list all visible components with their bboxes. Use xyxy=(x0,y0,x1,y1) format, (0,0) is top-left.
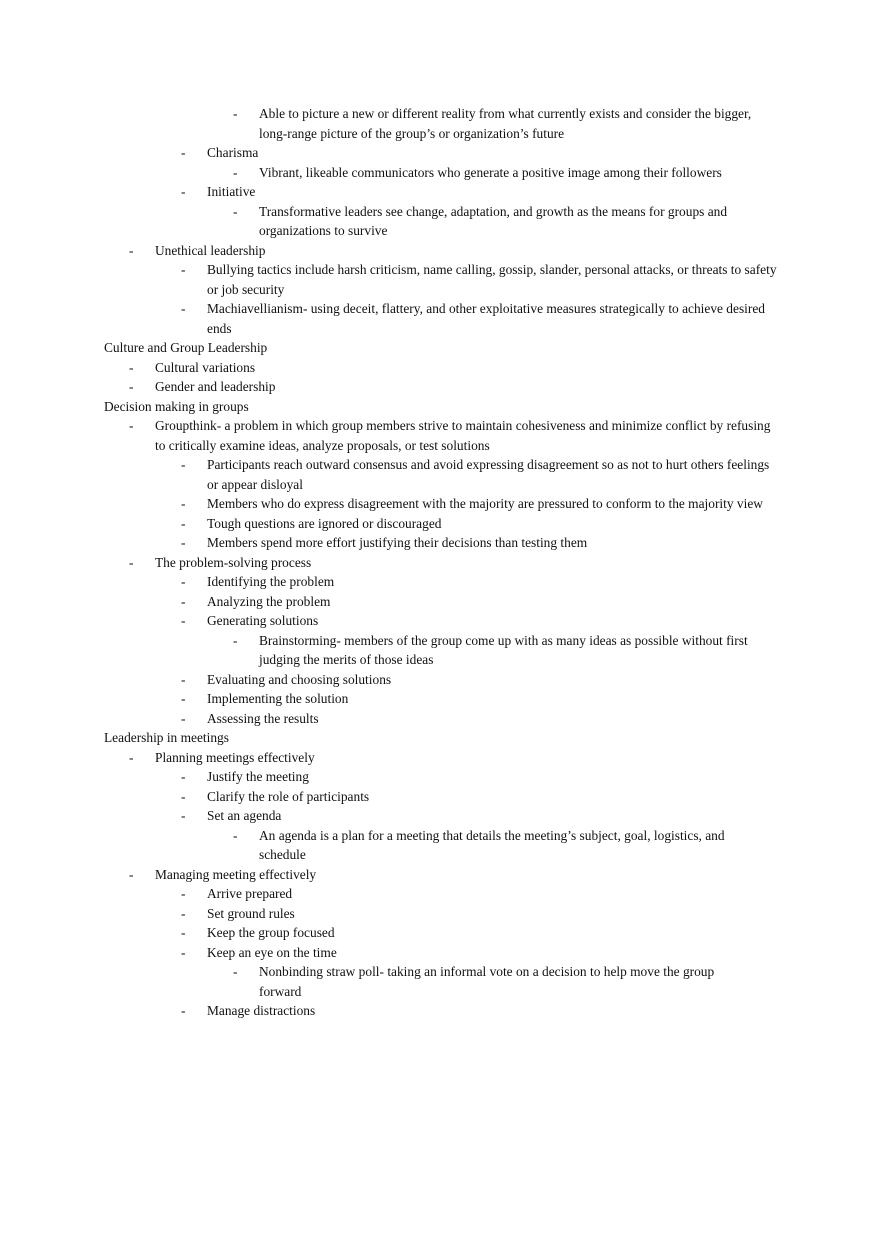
bullet-text: Brainstorming- members of the group come up with as many ideas as possible without first judging the merits of those ideas xyxy=(259,632,748,667)
bullet-text: Gender and leadership xyxy=(155,379,276,394)
bullet-item-level-2 xyxy=(0,709,777,729)
dash-bullet-icon: - xyxy=(181,457,186,472)
bullet-item-level-1 xyxy=(0,358,775,378)
bullet-text: Assessing the results xyxy=(207,710,319,726)
bullet-text: Generating solutions xyxy=(207,613,319,628)
dash-bullet-icon: - xyxy=(181,808,186,823)
section-heading xyxy=(0,397,880,417)
bullet-text: Nonbinding straw poll- taking an informal vote on a decision to help move the group forward xyxy=(259,964,715,999)
section-heading-text: Culture and Group Leadership xyxy=(104,340,268,355)
bullet-item-level-2 xyxy=(0,455,777,494)
bullet-item-level-2 xyxy=(0,884,777,904)
bullet-item-level-2 xyxy=(0,806,777,826)
bullet-item-level-2 xyxy=(0,787,777,807)
bullet-text: Groupthink- a problem in which group members strive to maintain cohesiveness and minimize conflict by refusing to critically examine ideas, analyze proposals, or test solutions xyxy=(155,418,771,453)
bullet-item-level-2 xyxy=(0,904,777,924)
bullet-item-level-3 xyxy=(0,104,759,143)
bullet-item-level-3 xyxy=(0,631,759,670)
bullet-item-level-2 xyxy=(0,592,777,612)
bullet-text: Evaluating and choosing solutions xyxy=(207,671,392,687)
bullet-item-level-1 xyxy=(0,377,775,397)
bullet-item-level-3 xyxy=(0,202,759,241)
dash-bullet-icon: - xyxy=(181,788,186,804)
dash-bullet-icon: - xyxy=(181,496,186,511)
dash-bullet-icon: - xyxy=(233,106,238,121)
bullet-item-level-2 xyxy=(0,299,777,338)
section-heading xyxy=(0,338,880,358)
bullet-item-level-2 xyxy=(0,143,777,163)
dash-bullet-icon: - xyxy=(129,242,134,258)
bullet-item-level-2 xyxy=(0,260,777,299)
bullet-text: Justify the meeting xyxy=(207,769,309,784)
section-heading xyxy=(0,728,880,748)
section-heading-text: Leadership in meetings xyxy=(104,730,229,745)
dash-bullet-icon: - xyxy=(181,301,186,316)
dash-bullet-icon: - xyxy=(233,827,238,843)
bullet-item-level-1 xyxy=(0,553,775,573)
bullet-text: The problem-solving process xyxy=(155,554,312,570)
dash-bullet-icon: - xyxy=(181,145,186,160)
bullet-text: Unethical leadership xyxy=(155,242,266,258)
dash-bullet-icon: - xyxy=(129,554,134,570)
dash-bullet-icon: - xyxy=(129,866,134,882)
dash-bullet-icon: - xyxy=(233,632,238,648)
document-body xyxy=(0,104,880,1021)
dash-bullet-icon: - xyxy=(181,593,186,609)
bullet-text: Machiavellianism- using deceit, flattery, and other exploitative measures strategically to achieve desired ends xyxy=(207,301,765,336)
bullet-text: Implementing the solution xyxy=(207,691,349,706)
dash-bullet-icon: - xyxy=(233,964,238,979)
dash-bullet-icon: - xyxy=(233,164,238,180)
dash-bullet-icon: - xyxy=(129,379,134,394)
dash-bullet-icon: - xyxy=(181,671,186,687)
bullet-text: Keep an eye on the time xyxy=(207,944,337,960)
bullet-item-level-3 xyxy=(0,962,759,1001)
bullet-item-level-2 xyxy=(0,689,777,709)
bullet-text: Participants reach outward consensus and avoid expressing disagreement so as not to hurt others feelings or appear disloyal xyxy=(207,457,770,492)
bullet-text: Analyzing the problem xyxy=(207,593,331,609)
bullet-item-level-2 xyxy=(0,572,777,592)
dash-bullet-icon: - xyxy=(181,515,186,531)
bullet-text: Manage distractions xyxy=(207,1003,316,1018)
dash-bullet-icon: - xyxy=(181,1003,186,1018)
bullet-text: Set ground rules xyxy=(207,905,295,921)
bullet-text: Planning meetings effectively xyxy=(155,749,315,765)
bullet-item-level-1 xyxy=(0,416,775,455)
bullet-item-level-2 xyxy=(0,182,777,202)
bullet-text: Members who do express disagreement with the majority are pressured to conform to the majority view xyxy=(207,496,763,511)
dash-bullet-icon: - xyxy=(181,262,186,277)
bullet-item-level-1 xyxy=(0,865,775,885)
bullet-text: Clarify the role of participants xyxy=(207,788,370,804)
dash-bullet-icon: - xyxy=(181,886,186,901)
dash-bullet-icon: - xyxy=(129,418,134,433)
dash-bullet-icon: - xyxy=(181,184,186,199)
bullet-text: Tough questions are ignored or discouraged xyxy=(207,515,442,531)
bullet-text: Able to picture a new or different reality from what currently exists and consider the bigger, long-range picture of the group’s or organization’s future xyxy=(259,106,752,141)
bullet-item-level-2 xyxy=(0,533,777,553)
bullet-text: Identifying the problem xyxy=(207,574,335,589)
bullet-item-level-2 xyxy=(0,1001,777,1021)
bullet-text: Set an agenda xyxy=(207,808,282,823)
bullet-item-level-2 xyxy=(0,670,777,690)
bullet-text: Bullying tactics include harsh criticism, name calling, gossip, slander, personal attacks, or threats to safety or job security xyxy=(207,262,777,297)
bullet-text: Managing meeting effectively xyxy=(155,866,317,882)
bullet-item-level-3 xyxy=(0,163,759,183)
bullet-text: Keep the group focused xyxy=(207,925,335,940)
bullet-text: Cultural variations xyxy=(155,359,256,375)
dash-bullet-icon: - xyxy=(181,691,186,706)
dash-bullet-icon: - xyxy=(129,359,134,375)
dash-bullet-icon: - xyxy=(181,574,186,589)
bullet-item-level-2 xyxy=(0,514,777,534)
bullet-item-level-2 xyxy=(0,611,777,631)
dash-bullet-icon: - xyxy=(181,925,186,940)
section-heading-text: Decision making in groups xyxy=(104,398,249,414)
bullet-item-level-1 xyxy=(0,748,775,768)
bullet-text: Transformative leaders see change, adaptation, and growth as the means for groups and organizations to survive xyxy=(259,203,728,238)
bullet-text: Initiative xyxy=(207,184,256,199)
dash-bullet-icon: - xyxy=(181,613,186,628)
bullet-item-level-2 xyxy=(0,494,777,514)
bullet-text: Charisma xyxy=(207,145,259,160)
dash-bullet-icon: - xyxy=(181,944,186,960)
dash-bullet-icon: - xyxy=(181,769,186,784)
dash-bullet-icon: - xyxy=(129,749,134,765)
bullet-text: An agenda is a plan for a meeting that details the meeting’s subject, goal, logistics, and schedule xyxy=(259,827,725,862)
bullet-item-level-2 xyxy=(0,767,777,787)
dash-bullet-icon: - xyxy=(181,710,186,726)
dash-bullet-icon: - xyxy=(181,535,186,550)
bullet-item-level-2 xyxy=(0,943,777,963)
dash-bullet-icon: - xyxy=(233,203,238,219)
bullet-item-level-3 xyxy=(0,826,759,865)
bullet-text: Vibrant, likeable communicators who generate a positive image among their followers xyxy=(259,164,722,180)
bullet-item-level-2 xyxy=(0,923,777,943)
bullet-text: Arrive prepared xyxy=(207,886,293,901)
bullet-item-level-1 xyxy=(0,241,775,261)
bullet-text: Members spend more effort justifying their decisions than testing them xyxy=(207,535,588,550)
dash-bullet-icon: - xyxy=(181,905,186,921)
